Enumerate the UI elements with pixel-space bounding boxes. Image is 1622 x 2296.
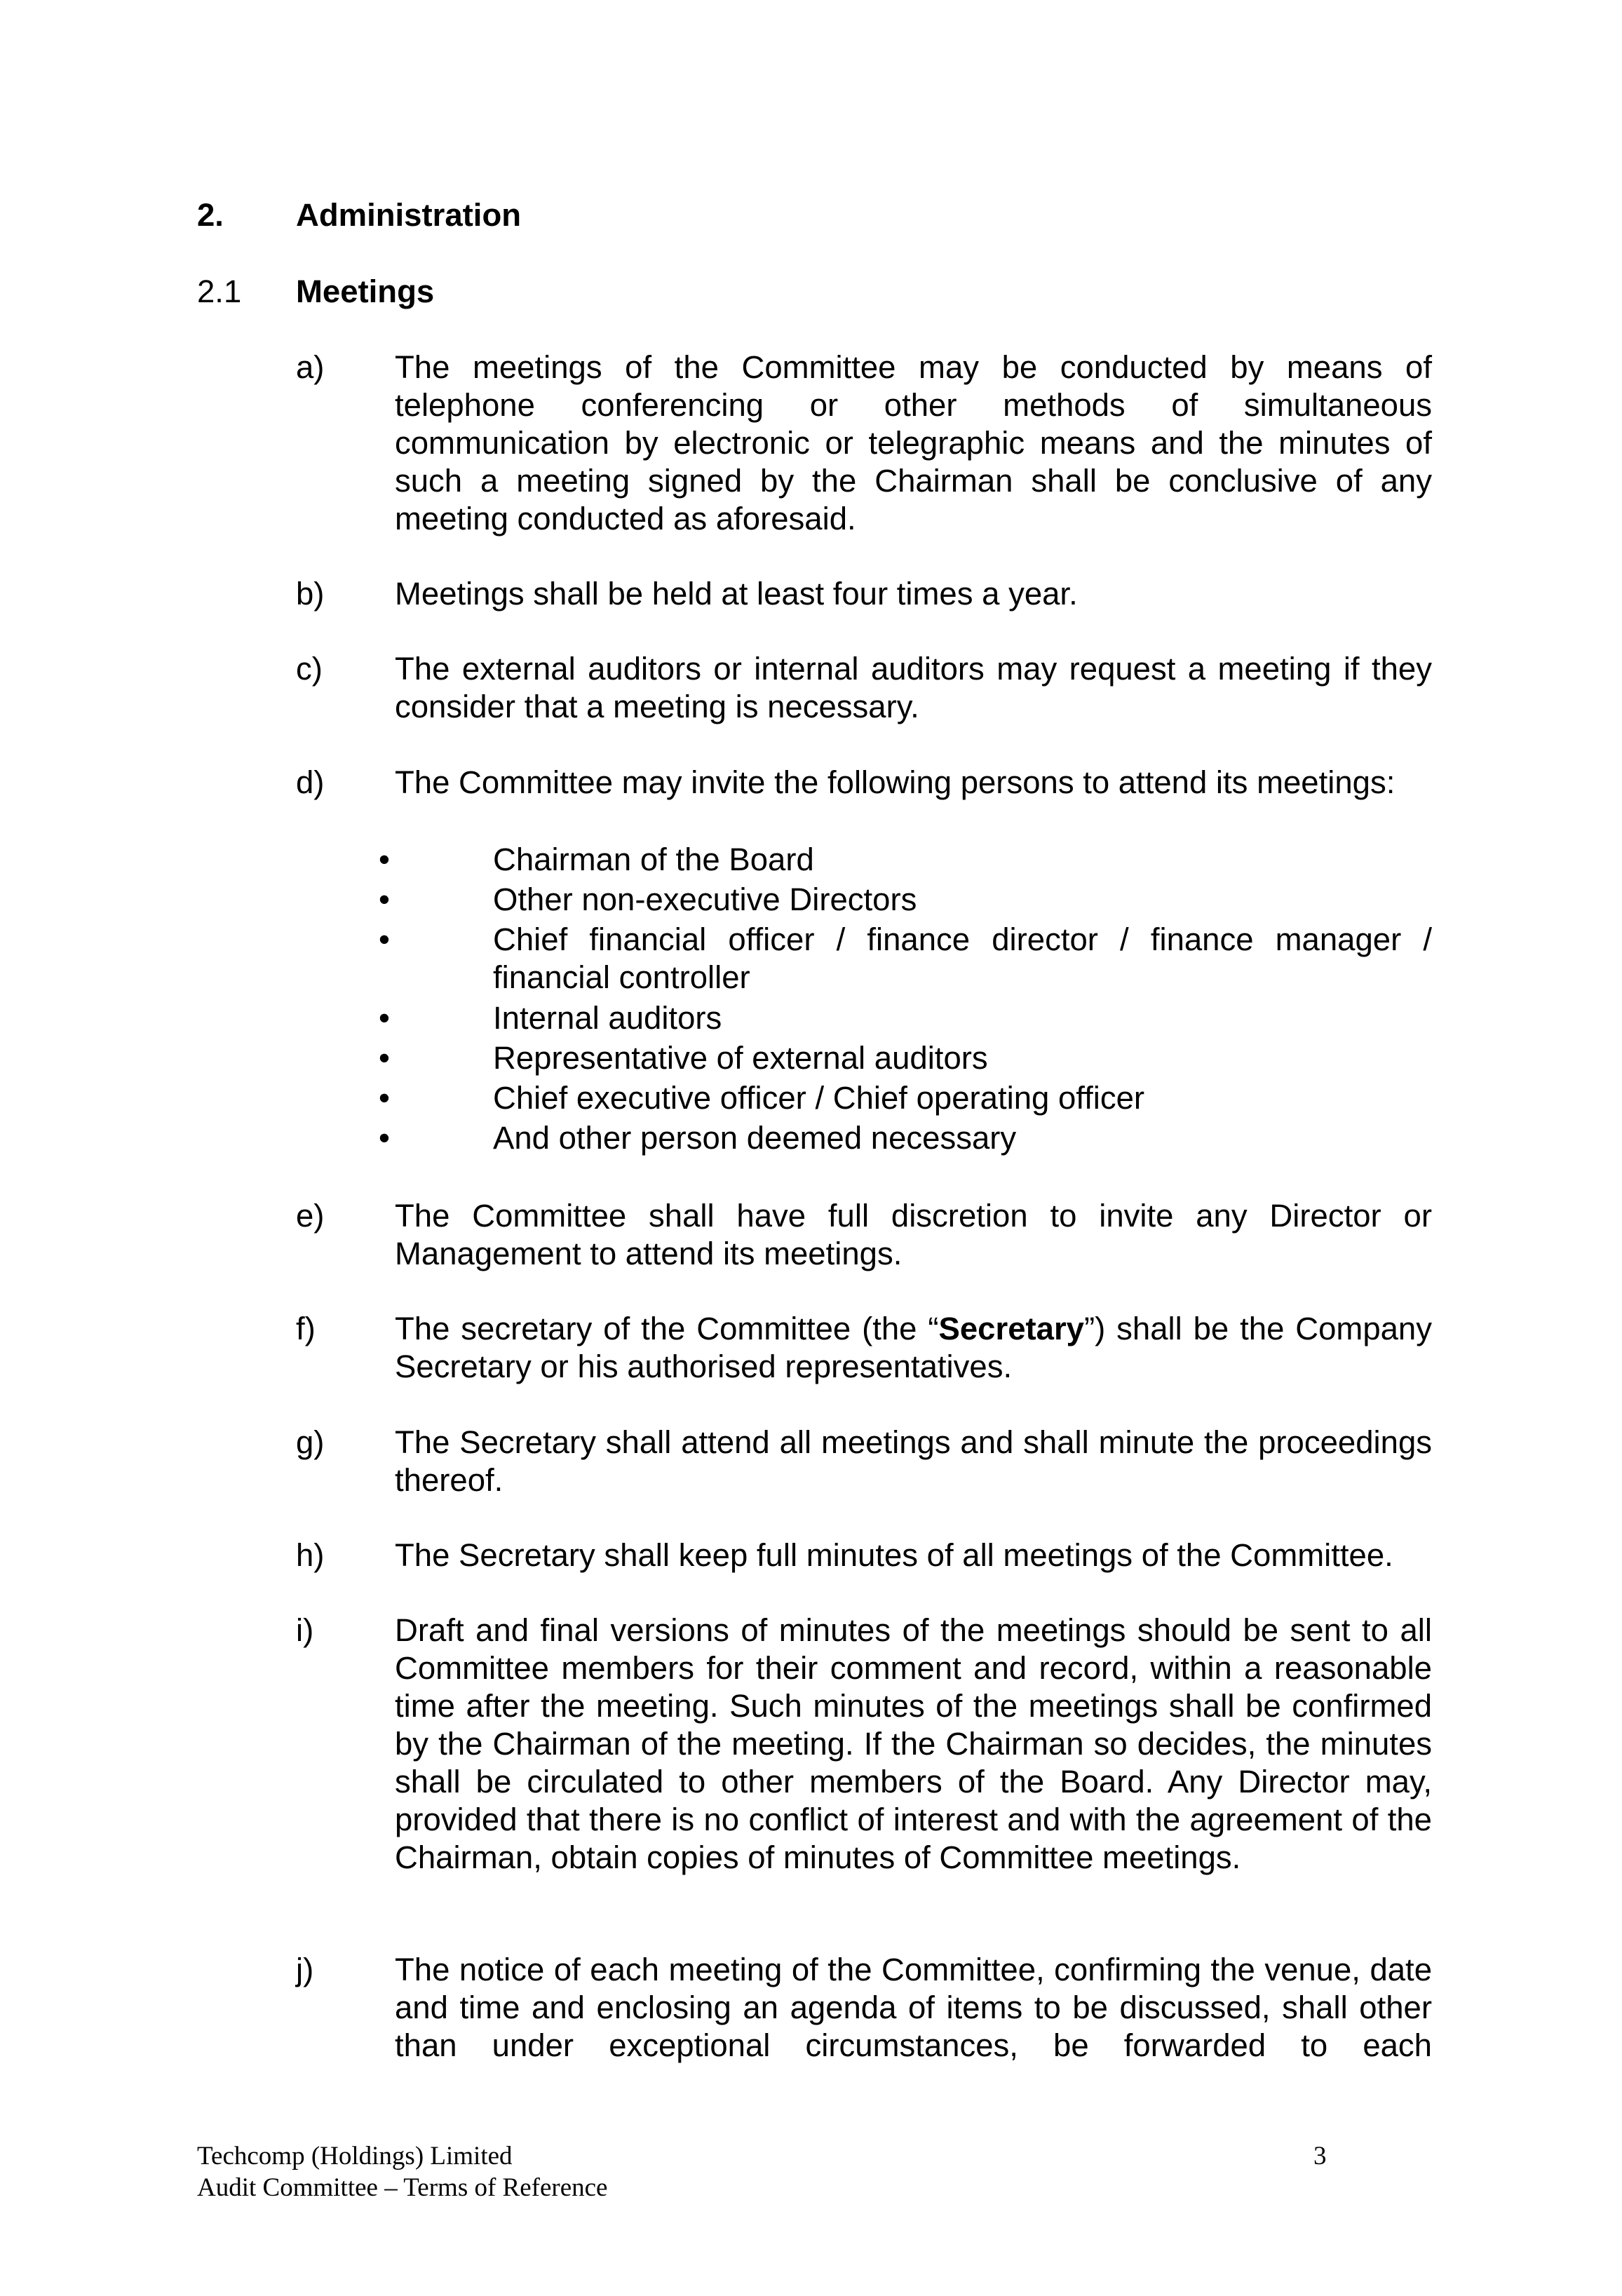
bullet-item: Chief executive officer / Chief operating officer (493, 1080, 1145, 1116)
bullet-marker: • (379, 1120, 390, 1156)
item-text-d: The Committee may invite the following persons to attend its meetings: (395, 764, 1395, 800)
item-text-e: The Committee shall have full discretion to invite any Director or Management to attend its meetings. (395, 1198, 1432, 1271)
bullet-item: Other non-executive Directors (493, 882, 917, 917)
bullet-marker: • (379, 882, 390, 917)
item-text-f (395, 1310, 1432, 1386)
item-text-h: The Secretary shall keep full minutes of all meetings of the Committee. (395, 1537, 1393, 1573)
bullet-item: Representative of external auditors (493, 1040, 988, 1076)
bullet-item: And other person deemed necessary (493, 1120, 1017, 1156)
item-marker-e: e) (296, 1198, 325, 1234)
subsection-title: Meetings (296, 274, 435, 309)
item-text-a: The meetings of the Committee may be conducted by means of telephone conferencing or other methods of simultaneous communication by electronic or telegraphic means and the minutes of such a meeting signed by the Chairman shall be conclusive of any meeting conducted as aforesaid. (395, 349, 1432, 536)
item-text-c: The external auditors or internal auditors may request a meeting if they consider that a meeting is necessary. (395, 651, 1432, 724)
item-text-f-before: The secretary of the Committee (the “ (395, 1311, 939, 1346)
section-number: 2. (197, 197, 224, 233)
item-text-b: Meetings shall be held at least four times a year. (395, 576, 1078, 612)
bullet-marker: • (379, 1000, 390, 1036)
item-marker-a: a) (296, 349, 325, 385)
bullet-item: Chief financial officer / finance director / finance manager / financial controller (493, 921, 1432, 995)
item-text-i: Draft and final versions of minutes of the meetings should be sent to all Committee members for their comment and record, within a reasonable time after the meeting. Such minutes of the meetings shall be confirmed by the Chairman of the meeting. If the Chairman so decides, the minutes shall be circulated to other members of the Board. Any Director may, provided that there is no conflict of interest and with the agreement of the Chairman, obtain copies of minutes of Committee meetings. (395, 1612, 1432, 1875)
item-marker-d: d) (296, 764, 325, 800)
secretary-defined-term: Secretary (938, 1311, 1084, 1346)
item-marker-h: h) (296, 1537, 325, 1573)
item-text-g: The Secretary shall attend all meetings and shall minute the proceedings thereof. (395, 1424, 1432, 1498)
section-title: Administration (296, 197, 522, 233)
item-marker-j: j) (296, 1952, 314, 1987)
item-marker-f: f) (296, 1311, 316, 1346)
item-text-f-after: ”) shall be the Company Secretary or his authorised representatives. (395, 1311, 1432, 1384)
item-marker-c: c) (296, 651, 323, 687)
bullet-marker: • (379, 1040, 390, 1076)
bullet-marker: • (379, 921, 390, 957)
item-marker-b: b) (296, 576, 325, 612)
item-marker-g: g) (296, 1424, 325, 1460)
bullet-marker: • (379, 1080, 390, 1116)
page-number: 3 (1313, 2142, 1327, 2170)
footer-company: Techcomp (Holdings) Limited (197, 2142, 513, 2170)
bullet-marker: • (379, 842, 390, 877)
bullet-item: Internal auditors (493, 1000, 722, 1036)
footer-document-title: Audit Committee – Terms of Reference (197, 2173, 608, 2202)
bullet-item: Chairman of the Board (493, 842, 814, 877)
item-marker-i: i) (296, 1612, 314, 1648)
item-text-j: The notice of each meeting of the Committee, confirming the venue, date and time and enclosing an agenda of items to be discussed, shall other than under exceptional circumstances, be forwarded to each (395, 1952, 1432, 2063)
subsection-number: 2.1 (197, 274, 242, 309)
